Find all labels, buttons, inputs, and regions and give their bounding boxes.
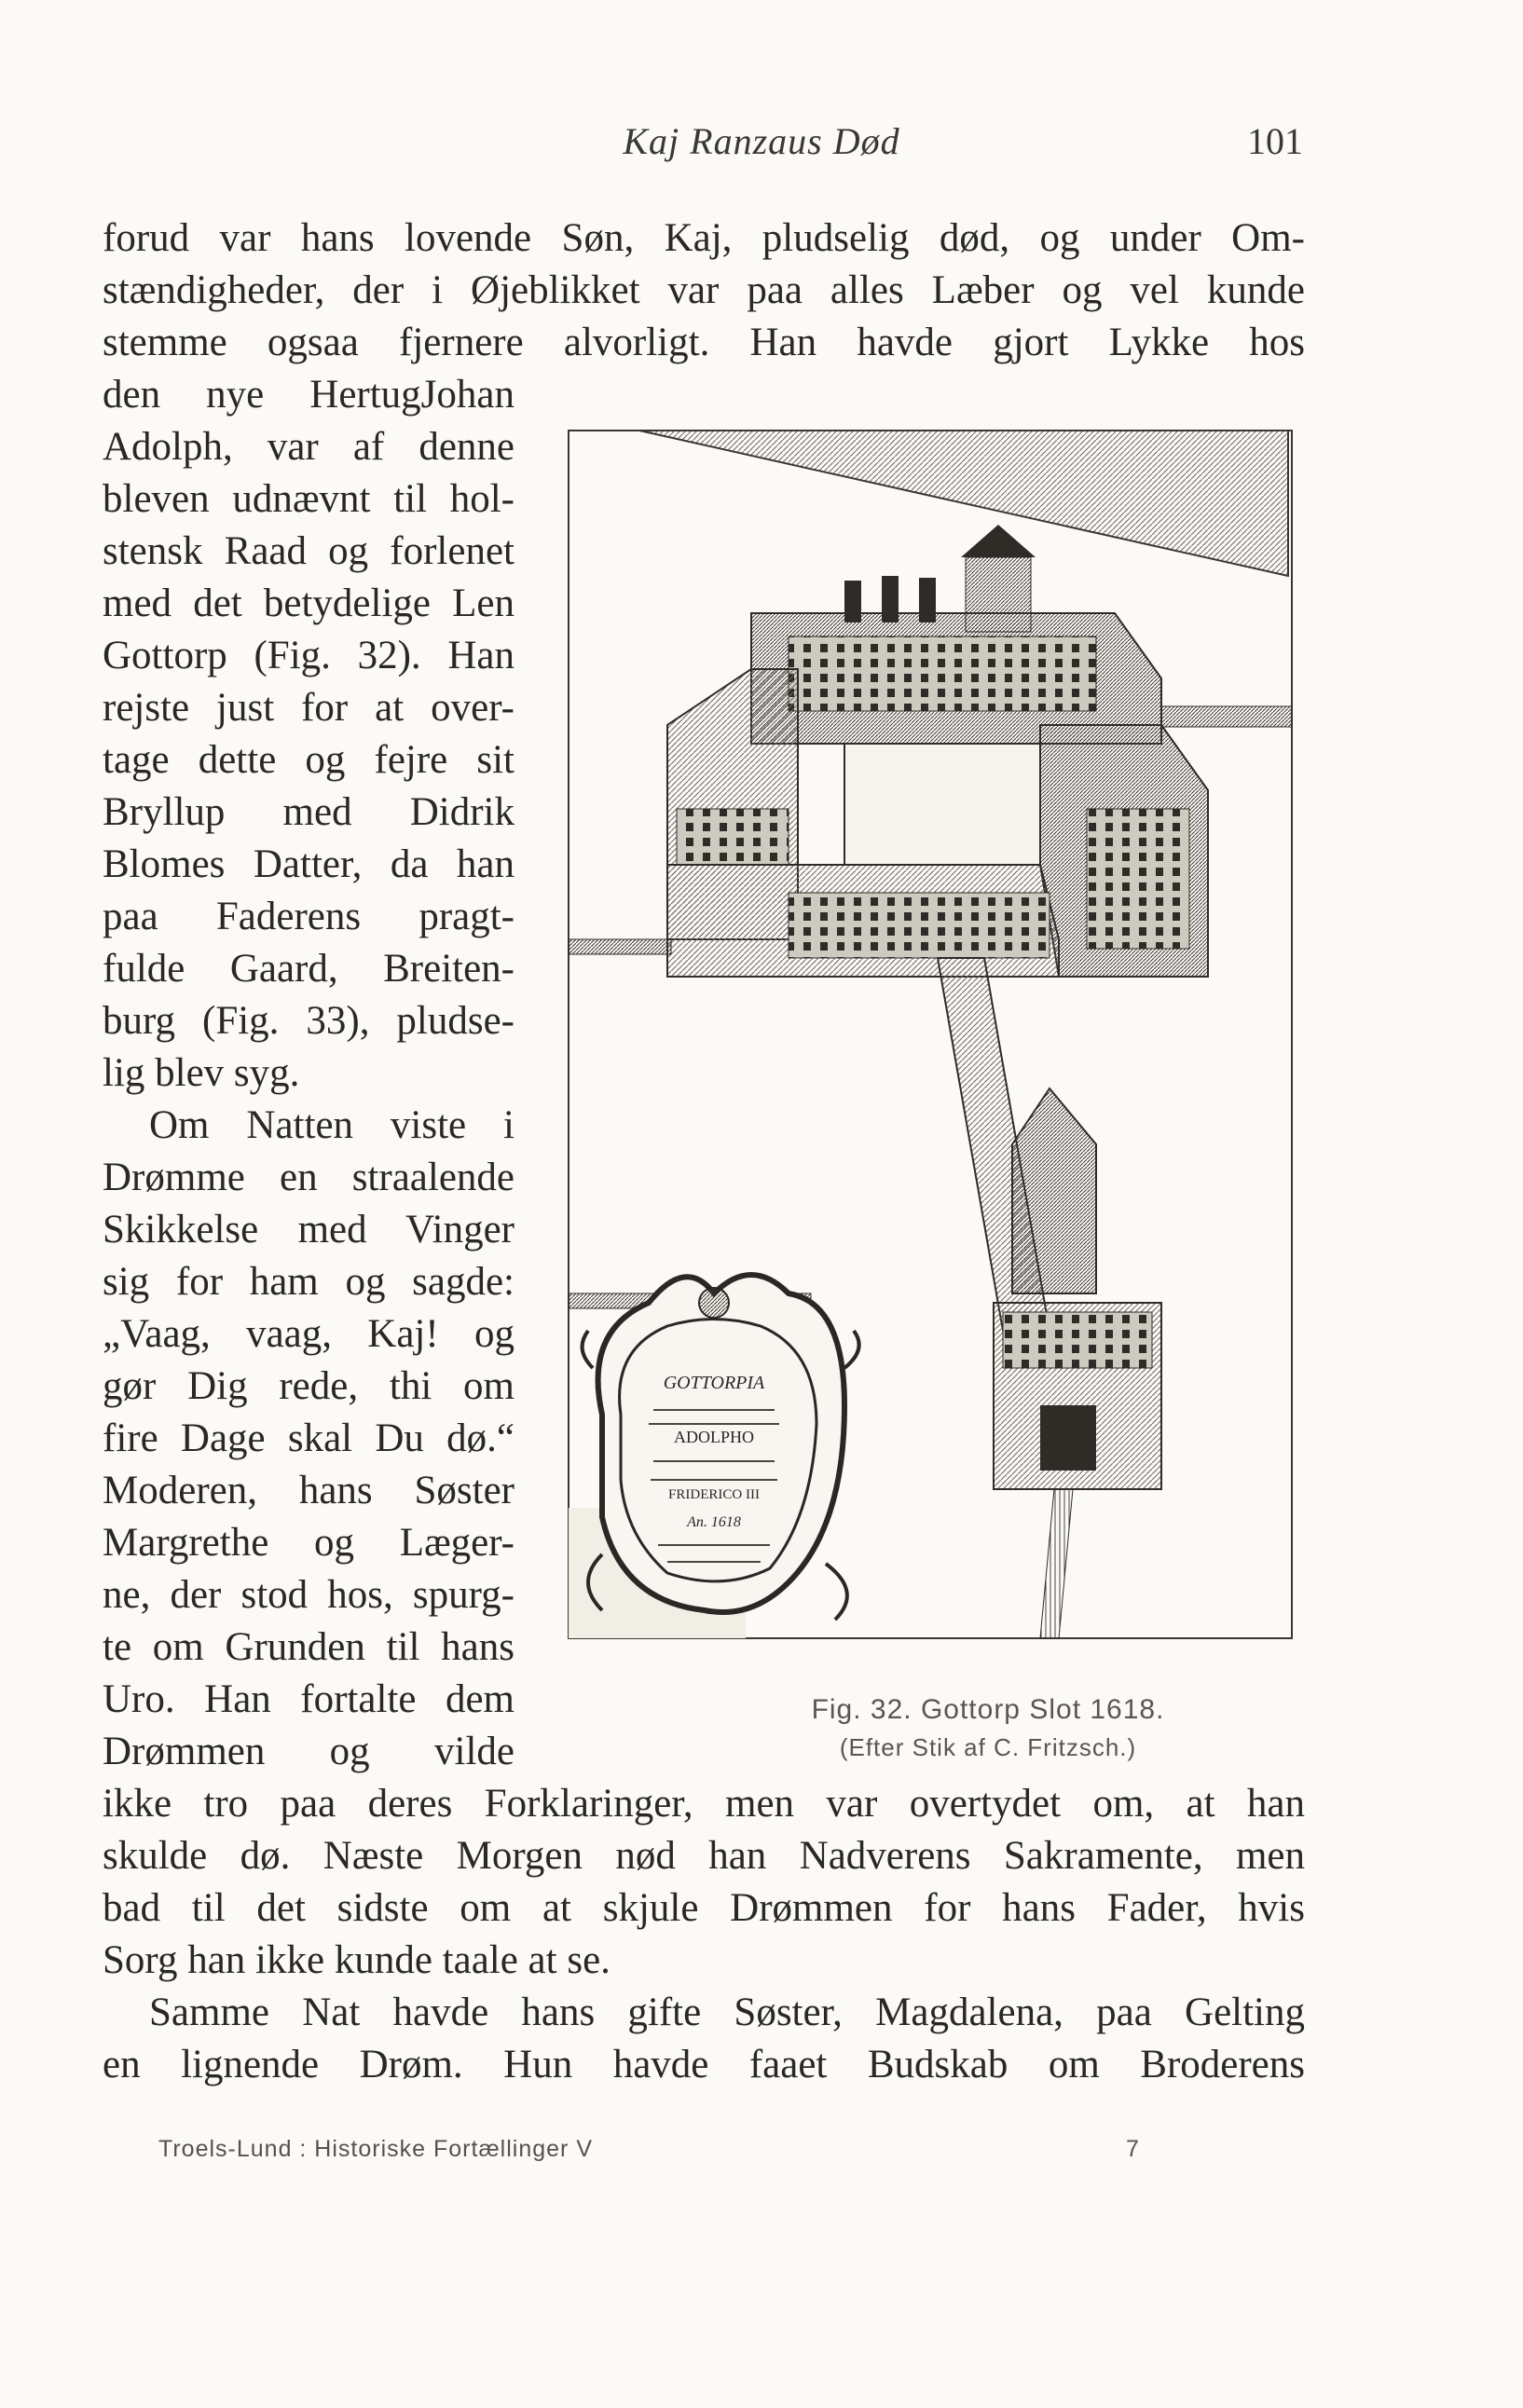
footer-signature-number: 7 — [1126, 2136, 1139, 2162]
body-line: fulde Gaard, Breiten- — [103, 947, 515, 991]
body-line: den nye HertugJohan — [103, 373, 515, 417]
body-line: Bryllup med Didrik — [103, 790, 515, 834]
body-line: med det betydelige Len — [103, 581, 515, 625]
body-line: Gottorp (Fig. 32). Han — [103, 634, 515, 677]
body-line: bleven udnævnt til hol- — [103, 477, 515, 521]
body-line: sig for ham og sagde: — [103, 1260, 515, 1304]
body-line: Samme Nat havde hans gifte Søster, Magdalena, paa Gelting — [149, 1991, 1305, 2034]
body-line: tage dette og fejre sit — [103, 738, 515, 782]
body-line: skulde dø. Næste Morgen nød han Nadverens Sakramente, men — [103, 1834, 1305, 1878]
body-line: ne, der stod hos, spurg- — [103, 1573, 515, 1617]
body-line: stændigheder, der i Øjeblikket var paa alles Læber og vel kunde — [103, 268, 1305, 312]
body-line: Drømme en straalende — [103, 1156, 515, 1199]
body-line: lig blev syg. — [103, 1051, 300, 1095]
body-line: paa Faderens pragt- — [103, 895, 515, 938]
cartouche-text: FRIDERICO III — [668, 1487, 760, 1502]
body-line: Drømmen og vilde — [103, 1730, 515, 1773]
body-line: stemme ogsaa fjernere alvorligt. Han havde gjort Lykke hos — [103, 321, 1305, 364]
body-line: ikke tro paa deres Forklaringer, men var overtydet om, at han — [103, 1782, 1305, 1826]
running-title: Kaj Ranzaus Død — [623, 120, 900, 162]
cartouche-text: ADOLPHO — [673, 1428, 755, 1446]
body-line: Om Natten viste i — [149, 1103, 515, 1147]
cartouche-text: GOTTORPIA — [663, 1373, 765, 1393]
body-line: Sorg han ikke kunde taale at se. — [103, 1938, 611, 1982]
body-line: gør Dig rede, thi om — [103, 1364, 515, 1408]
figure-caption: Fig. 32. Gottorp Slot 1618. — [811, 1694, 1165, 1725]
body-line: Uro. Han fortalte dem — [103, 1677, 515, 1721]
body-line: forud var hans lovende Søn, Kaj, pludselig død, og under Om- — [103, 216, 1305, 260]
page-number: 101 — [1247, 120, 1303, 162]
figure-caption-credit: (Efter Stik af C. Fritzsch.) — [839, 1733, 1137, 1761]
body-line: te om Grunden til hans — [103, 1625, 515, 1669]
body-line: Skikkelse med Vinger — [103, 1208, 515, 1252]
body-line: stensk Raad og forlenet — [103, 529, 515, 573]
body-line: en lignende Drøm. Hun havde faaet Budskab om Broderens — [103, 2043, 1305, 2086]
body-line: burg (Fig. 33), pludse- — [103, 999, 515, 1043]
body-line: bad til det sidste om at skjule Drømmen for hans Fader, hvis — [103, 1886, 1305, 1930]
body-line: fire Dage skal Du dø.“ — [103, 1416, 515, 1460]
body-line: Adolph, var af denne — [103, 425, 515, 469]
figure-gottorp-engraving — [565, 417, 1297, 1646]
cartouche-ornament — [583, 1275, 859, 1620]
cartouche-text: An. 1618 — [687, 1514, 741, 1530]
footer-signature: Troels-Lund : Historiske Fortællinger V — [158, 2136, 593, 2162]
body-line: Moderen, hans Søster — [103, 1469, 515, 1512]
body-line: Blomes Datter, da han — [103, 842, 515, 886]
body-line: Margrethe og Læger- — [103, 1521, 515, 1565]
body-line: rejste just for at over- — [103, 686, 515, 730]
body-line: „Vaag, vaag, Kaj! og — [103, 1312, 515, 1356]
